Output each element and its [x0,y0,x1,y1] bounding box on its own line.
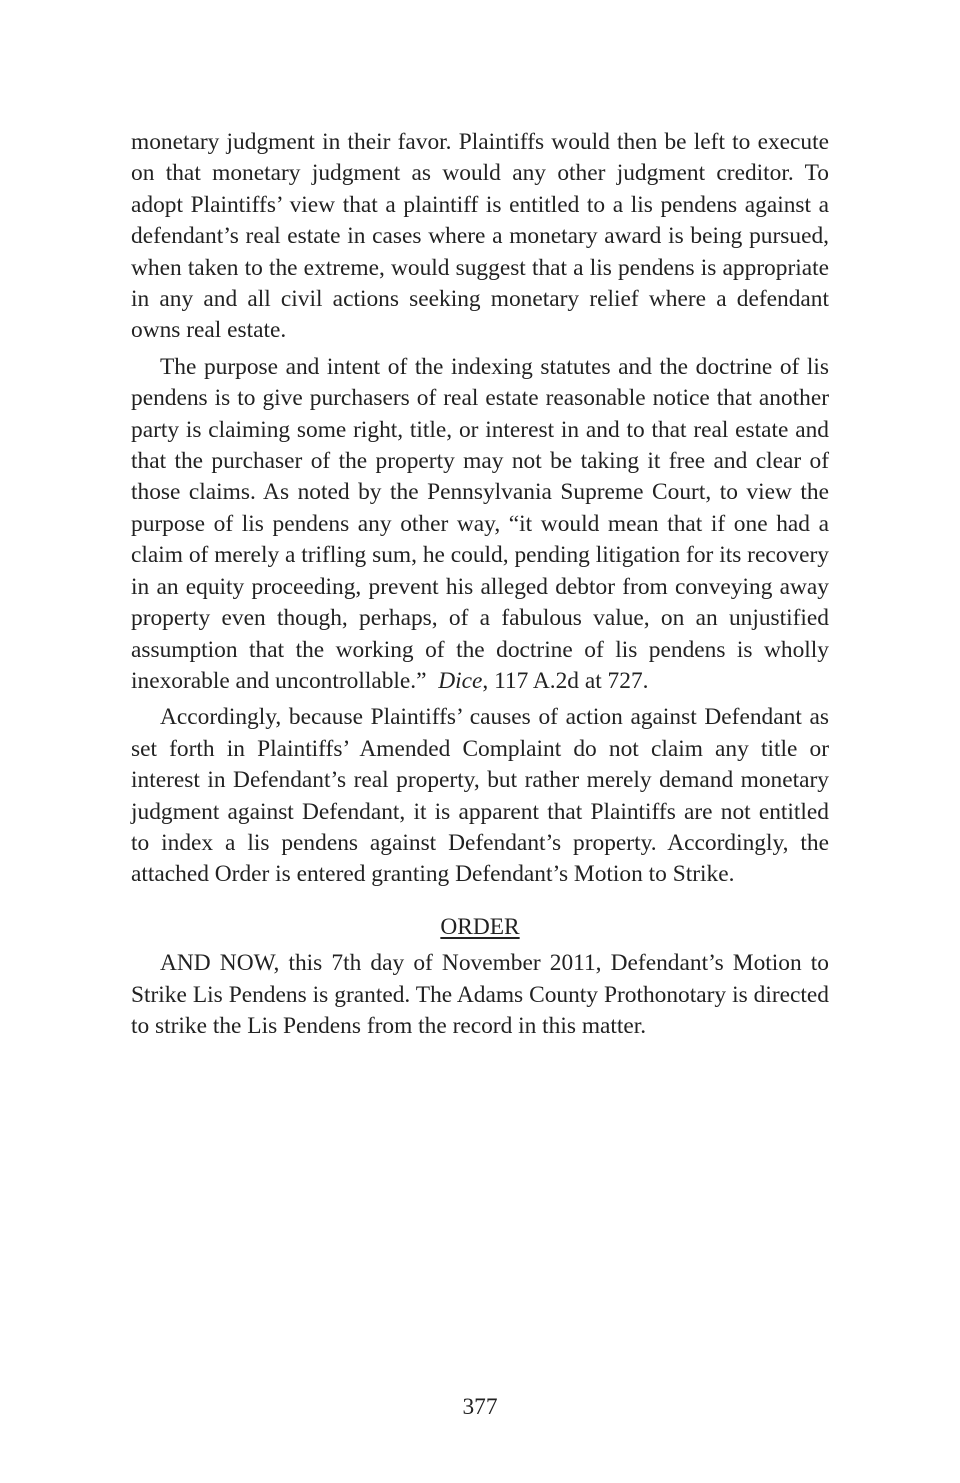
page-number: 377 [462,1394,498,1420]
paragraph-lis-pendens-purpose-text: The purpose and intent of the indexing statutes and the doctrine of lis pendens is to give purchasers of real estate reasonable notice that another party is claiming some right, title, or interest in and to that real estate and that the purchaser of the property may not be taking it free and clear of those claims. As noted by the Pennsylvania Supreme Court, to view the purpose of lis pendens any other way, “it would mean that if one had a claim of merely a trifling sum, he could, pending litigation for its recovery in an equity proceeding, prevent his alleged debtor from conveying away property even though, perhaps, of a fabulous value, on an unjustified assumption that the working of the doctrine of lis pendens is wholly inexorable and uncontrollable.” [131,353,829,694]
paragraph-continued: monetary judgment in their favor. Plaintiffs would then be left to execute on that monetary judgment as would any other judgment creditor. To adopt Plaintiffs’ view that a plaintiff is entitled to a lis pendens against a defendant’s real estate in cases where a monetary award is being pursued, when taken to the extreme, would suggest that a lis pendens is appropriate in any and all civil actions seeking monetary relief where a defendant owns real estate. [131,129,829,344]
paragraph-conclusion: Accordingly, because Plaintiffs’ causes of action against Defendant as set forth in Plaintiffs’ Amended Complaint do not claim any title or interest in Defendant’s real property, but rather merely demand monetary judgment against Defendant, it is apparent that Plaintiffs are not entitled to index a lis pendens against Defendant’s property. Accordingly, the attached Order is entered granting Defendant’s Motion to Strike. [131,704,829,888]
case-citation-reporter: , 117 A.2d at 727. [482,667,649,694]
case-citation-name: Dice [438,667,483,694]
body-text [131,127,829,1047]
paragraph-lis-pendens-purpose [131,352,829,697]
order-heading: ORDER [440,913,520,940]
order-text: AND NOW, this 7th day of November 2011, Defendant’s Motion to Strike Lis Pendens is granted. The Adams County Prothonotary is directed to strike the Lis Pendens from the record in this matter. [131,950,829,1039]
